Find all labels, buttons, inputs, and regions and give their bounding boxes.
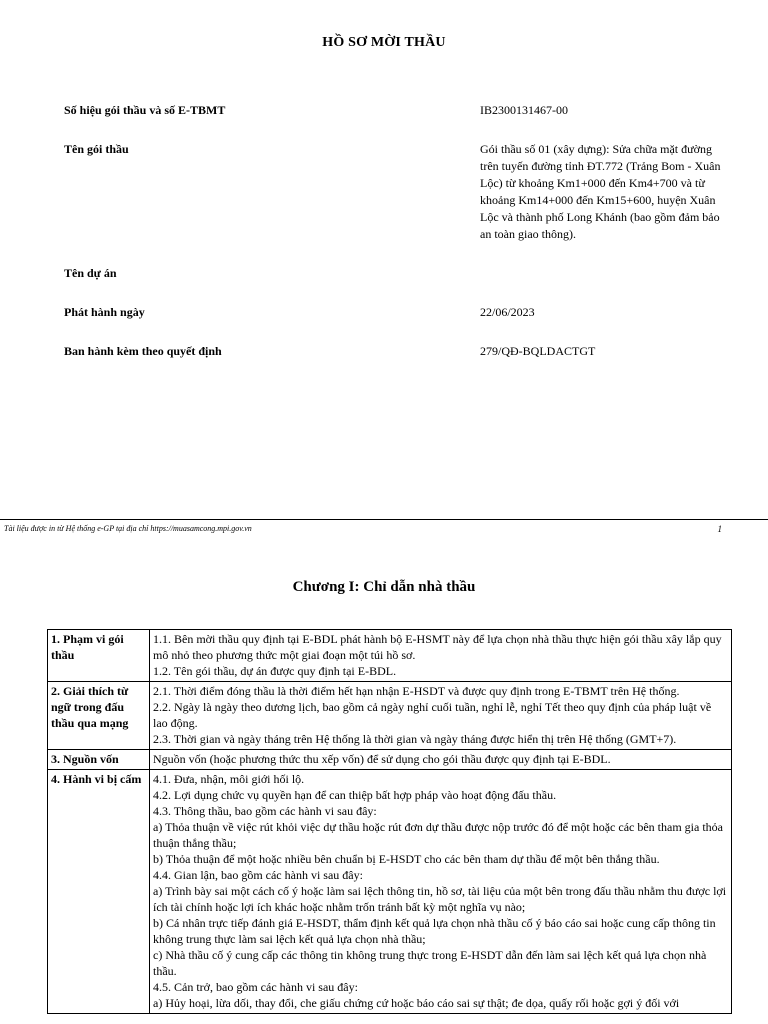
section-line: 2.1. Thời điểm đóng thầu là thời điểm hết hạn nhận E-HSDT và được quy định trong E-TBMT trên Hệ thống. xyxy=(153,684,680,698)
section-line: Nguồn vốn (hoặc phương thức thu xếp vốn) để sử dụng cho gói thầu được quy định tại E-BDL. xyxy=(153,752,611,766)
footer-note: Tài liệu được in từ Hệ thống e-GP tại địa chỉ https://muasamcong.mpi.gov.vn xyxy=(4,524,252,533)
section-title: 2. Giải thích từ ngữ trong đấu thầu qua mạng xyxy=(48,682,150,750)
section-line: 4.4. Gian lận, bao gồm các hành vi sau đây: xyxy=(153,868,363,882)
section-line: c) Nhà thầu cố ý cung cấp các thông tin không trung thực trong E-HSDT dẫn đến làm sai lệch kết quả lựa chọn nhà thầu. xyxy=(153,948,707,978)
info-label: Tên gói thầu xyxy=(64,142,129,156)
section-line: 4.3. Thông thầu, bao gồm các hành vi sau đây: xyxy=(153,804,377,818)
table-row xyxy=(48,750,732,770)
info-label: Ban hành kèm theo quyết định xyxy=(64,344,222,358)
section-body xyxy=(150,682,732,750)
info-value: IB2300131467-00 xyxy=(480,103,568,117)
section-line: 4.2. Lợi dụng chức vụ quyền hạn để can thiệp bất hợp pháp vào hoạt động đấu thầu. xyxy=(153,788,557,802)
section-line: 1.2. Tên gói thầu, dự án được quy định tại E-BDL. xyxy=(153,664,397,678)
instructions-table xyxy=(47,629,732,1014)
section-title: 4. Hành vi bị cấm xyxy=(48,770,150,1014)
section-body xyxy=(150,770,732,1014)
chapter-title: Chương I: Chỉ dẫn nhà thầu xyxy=(292,579,476,595)
section-line: b) Thỏa thuận để một hoặc nhiều bên chuẩn bị E-HSDT cho các bên tham dự thầu để một bên thắng thầu. xyxy=(153,852,660,866)
info-value: 22/06/2023 xyxy=(480,305,535,319)
section-line: 4.1. Đưa, nhận, môi giới hối lộ. xyxy=(153,772,305,786)
document-title: HỒ SƠ MỜI THẦU xyxy=(322,35,446,50)
section-title: 1. Phạm vi gói thầu xyxy=(48,630,150,682)
section-line: b) Cá nhân trực tiếp đánh giá E-HSDT, thẩm định kết quả lựa chọn nhà thầu cố ý báo cáo sai hoặc cung cấp thông tin không trung thực làm sai lệch kết quả lựa chọn nhà thầu; xyxy=(153,916,716,946)
section-line: 2.3. Thời gian và ngày tháng trên Hệ thống là thời gian và ngày tháng được hiển thị trên Hệ thống (GMT+7). xyxy=(153,732,677,746)
info-label: Tên dự án xyxy=(64,266,117,280)
section-title: 3. Nguồn vốn xyxy=(48,750,150,770)
table-row xyxy=(48,682,732,750)
section-line: a) Thỏa thuận về việc rút khỏi việc dự thầu hoặc rút đơn dự thầu được nộp trước đó để một hoặc các bên tham gia thỏa thuận thắng thầu; xyxy=(153,820,723,850)
table-row xyxy=(48,770,732,1014)
info-label: Phát hành ngày xyxy=(64,305,145,319)
section-body xyxy=(150,750,732,770)
info-label: Số hiệu gói thầu và số E-TBMT xyxy=(64,103,226,117)
section-line: 1.1. Bên mời thầu quy định tại E-BDL phát hành bộ E-HSMT này để lựa chọn nhà thầu thực hiện gói thầu xây lắp quy mô nhỏ theo phương thức một giai đoạn một túi hồ sơ. xyxy=(153,632,722,662)
section-line: a) Trình bày sai một cách cố ý hoặc làm sai lệch thông tin, hồ sơ, tài liệu của một bên trong đấu thầu nhằm thu được lợi ích tài chính hoặc lợi ích khác hoặc nhằm trốn tránh bất kỳ một nghĩa vụ nào; xyxy=(153,884,727,914)
info-value: Gói thầu số 01 (xây dựng): Sửa chữa mặt đường trên tuyến đường tỉnh ĐT.772 (Trảng Bom - Xuân Lộc) từ khoảng Km1+000 đến Km4+700 và từ khoảng Km14+000 đến Km15+600, huyện Xuân Lộc và thành phố Long Khánh (bao gồm đảm bảo an toàn giao thông). xyxy=(480,142,721,241)
section-line: a) Hủy hoại, lừa dối, thay đổi, che giấu chứng cứ hoặc báo cáo sai sự thật; đe dọa, quấy rối hoặc gợi ý đối với xyxy=(153,996,680,1010)
footer-divider xyxy=(0,519,768,520)
section-line: 2.2. Ngày là ngày theo dương lịch, bao gồm cả ngày nghỉ cuối tuần, nghỉ lễ, nghỉ Tết theo quy định của pháp luật về lao động. xyxy=(153,700,712,730)
section-line: 4.5. Cản trở, bao gồm các hành vi sau đây: xyxy=(153,980,358,994)
page-number: 1 xyxy=(717,524,722,534)
info-value: 279/QĐ-BQLDACTGT xyxy=(480,344,596,358)
table-row xyxy=(48,630,732,682)
section-body xyxy=(150,630,732,682)
